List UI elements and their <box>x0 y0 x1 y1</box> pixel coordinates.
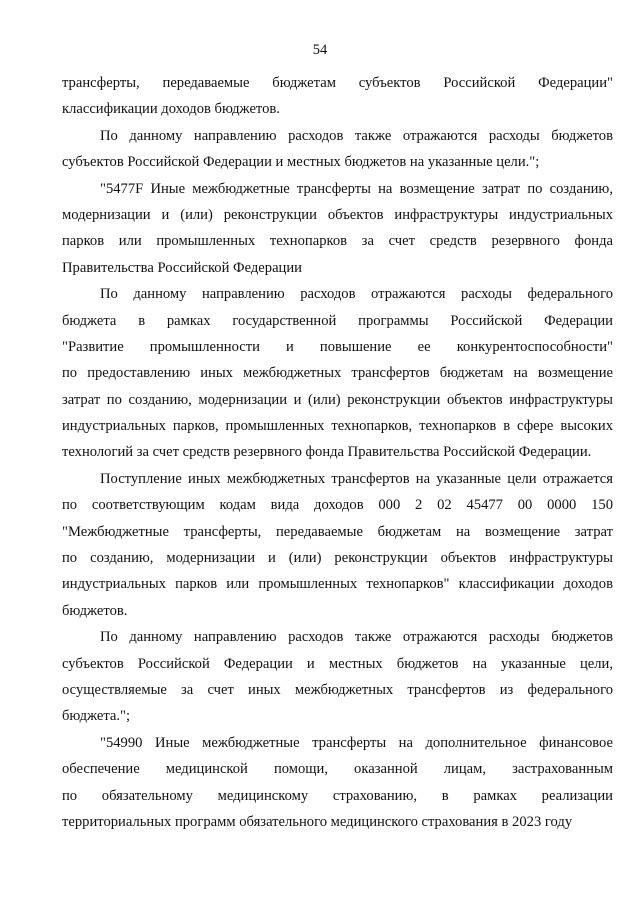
text-line: По данному направлению расходов также отражаются расходы бюджетов <box>100 127 613 144</box>
text-line: бюджета."; <box>62 708 131 725</box>
text-line: обеспечение медицинской помощи, оказанной лицам, застрахованным <box>62 761 613 778</box>
text-line: "54990 Иные межбюджетные трансферты на дополнительное финансовое <box>100 734 613 751</box>
text-line: бюджета в рамках государственной программы Российской Федерации <box>62 312 613 329</box>
text-line: Поступление иных межбюджетных трансфертов на указанные цели отражается <box>100 470 613 487</box>
text-line: "5477F Иные межбюджетные трансферты на возмещение затрат по созданию, <box>100 180 613 197</box>
text-line: парков или промышленных технопарков за счет средств резервного фонда <box>62 233 613 250</box>
text-line: субъектов Российской Федерации и местных бюджетов на указанные цели, <box>62 655 613 672</box>
text-line: модернизации и (или) реконструкции объектов инфраструктуры индустриальных <box>62 206 613 223</box>
text-line: территориальных программ обязательного медицинского страхования в 2023 году <box>62 813 573 830</box>
text-line: Правительства Российской Федерации <box>62 259 302 276</box>
text-line: индустриальных парков или промышленных технопарков" классификации доходов <box>62 576 613 593</box>
document-body <box>62 70 613 835</box>
text-line: "Развитие промышленности и повышение ее конкурентоспособности" <box>62 338 613 355</box>
text-line: бюджетов. <box>62 602 128 619</box>
text-line: По данному направлению расходов отражаются расходы федерального <box>100 286 613 303</box>
text-line: По данному направлению расходов также отражаются расходы бюджетов <box>100 629 613 646</box>
text-line: индустриальных парков, промышленных технопарков, технопарков в сфере высоких <box>62 418 613 435</box>
text-line: осуществляемые за счет иных межбюджетных трансфертов из федерального <box>62 681 613 698</box>
text-line: затрат по созданию, модернизации и (или) реконструкции объектов инфраструктуры <box>62 391 613 408</box>
text-line: по соответствующим кодам вида доходов 000 2 02 45477 00 0000 150 <box>62 497 613 514</box>
text-line: трансферты, передаваемые бюджетам субъектов Российской Федерации" <box>62 75 613 91</box>
text-line: технологий за счет средств резервного фонда Правительства Российской Федерации. <box>62 444 592 461</box>
text-line: "Межбюджетные трансферты, передаваемые бюджетам на возмещение затрат <box>62 523 613 540</box>
text-line: по созданию, модернизации и (или) реконструкции объектов инфраструктуры <box>62 550 613 567</box>
text-line: субъектов Российской Федерации и местных бюджетов на указанные цели."; <box>62 154 540 171</box>
text-line: по предоставлению иных межбюджетных трансфертов бюджетам на возмещение <box>62 365 613 382</box>
text-line: классификации доходов бюджетов. <box>62 101 280 118</box>
page-number: 54 <box>312 42 328 58</box>
text-line: по обязательному медицинскому страхованию, в рамках реализации <box>62 787 613 804</box>
